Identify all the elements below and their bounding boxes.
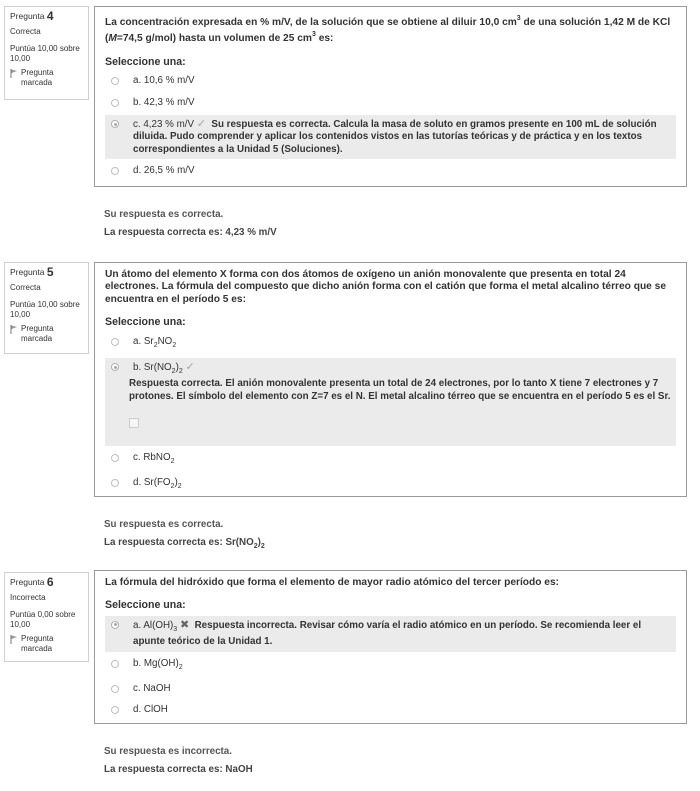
question-outcome-4: Su respuesta es correcta. La respuesta correcta es: 4,23 % m/V	[104, 209, 277, 238]
flag-icon	[10, 69, 18, 78]
question-content-6	[94, 570, 687, 724]
question-grade: Puntúa 10,00 sobre 10,00	[10, 300, 80, 319]
radio-button-selected[interactable]	[111, 363, 119, 371]
radio-button[interactable]	[111, 706, 119, 714]
check-icon: ✓	[196, 118, 206, 131]
question-info-6	[4, 572, 89, 662]
question-number: Pregunta 5	[10, 265, 54, 279]
feedback-image-placeholder	[129, 418, 139, 428]
answer-option-d[interactable]: d. $Sr(FO_2)_2$	[105, 474, 676, 496]
select-prompt: Seleccione una:	[105, 316, 186, 329]
question-state: Correcta	[10, 27, 41, 36]
radio-button[interactable]	[111, 338, 119, 346]
question-state: Correcta	[10, 283, 41, 292]
select-prompt: Seleccione una:	[105, 55, 186, 68]
option-feedback: Respuesta correcta. El anión monovalente presenta un total de 24 electrones, por lo tanto X tiene 7 electrones y 7 protones. El símbolo del elemento con Z=7 es el N. El metal alcalino térreo que se encuentra en el período 5 es el Sr.	[129, 378, 671, 402]
option-feedback: Su respuesta es correcta. Calcula la masa de soluto en gramos presente en 100 mL de solución diluida. Pudo comprender y aplicar los contenidos vistos en las tutorías teóricas y de práctica y en los textos correspondientes a la Unidad 5 (Soluciones).	[133, 119, 657, 155]
answer-option-b[interactable]: b. 42,3 % m/V	[105, 94, 676, 112]
flag-question-toggle[interactable]: Pregunta marcada	[10, 68, 84, 88]
radio-button[interactable]	[111, 99, 119, 107]
question-grade: Puntúa 0,00 sobre 10,00	[10, 610, 76, 629]
radio-button[interactable]	[111, 167, 119, 175]
radio-button[interactable]	[111, 454, 119, 462]
radio-button[interactable]	[111, 479, 119, 487]
radio-button[interactable]	[111, 660, 119, 668]
answer-option-c[interactable]: c. RbNO$_2$	[105, 449, 676, 471]
question-grade: Puntúa 10,00 sobre 10,00	[10, 44, 80, 63]
select-prompt: Seleccione una:	[105, 599, 186, 612]
question-text: La concentración expresada en % m/V, de la solución que se obtiene al diluir 10,0 $cm^3$ de una solución 1,42 M de KCl (M=74,5 g/mol) hasta un volumen de 25 $cm^3$ es:	[105, 15, 671, 45]
question-outcome-5: Su respuesta es correcta. La respuesta correcta es: $Sr(NO_2)_2$	[104, 519, 265, 550]
question-state: Incorrecta	[10, 593, 46, 602]
answer-option-d[interactable]: d. ClOH	[105, 701, 676, 719]
answer-option-c[interactable]: c. NaOH	[105, 680, 676, 698]
answer-option-a[interactable]: a. $Sr_2NO_2$	[105, 333, 676, 355]
question-number: Pregunta 6	[10, 575, 54, 589]
answer-option-a[interactable]: a. $Al(OH)_3$ ✖ Respuesta incorrecta. Revisar cómo varía el radio atómico en un período. Se recomienda leer el apunte teórico de la Unidad 1.	[105, 616, 676, 652]
check-icon: ✓	[185, 361, 195, 374]
question-info-4	[4, 6, 89, 100]
radio-button[interactable]	[111, 685, 119, 693]
option-feedback: Respuesta incorrecta. Revisar cómo varía el radio atómico en un período. Se recomienda leer el apunte teórico de la Unidad 1.	[133, 619, 642, 648]
flag-icon	[10, 325, 18, 334]
answer-option-c[interactable]: c. 4,23 % m/V ✓ Su respuesta es correcta. Calcula la masa de soluto en gramos presente en 100 mL de solución diluida. Pudo comprender y aplicar los contenidos vistos en las tutorías teóricas y de práctica y en los textos correspondientes a la Unidad 5 (Soluciones).	[105, 115, 676, 159]
radio-button-selected[interactable]	[111, 621, 119, 629]
question-number: Pregunta 4	[10, 9, 54, 23]
question-text: Un átomo del elemento X forma con dos átomos de oxígeno un anión monovalente que presenta en total 24 electrones. La fórmula del compuesto que dicho anión forma con el catión que forma el metal alcalino térreo que se encuentra en el período 5 es:	[105, 269, 667, 305]
flag-question-toggle[interactable]: Pregunta marcada	[10, 324, 84, 344]
flag-question-toggle[interactable]: Pregunta marcada	[10, 634, 84, 654]
answer-option-b[interactable]: b. $Mg(OH)_2$	[105, 655, 676, 677]
question-outcome-6: Su respuesta es incorrecta. La respuesta correcta es: NaOH	[104, 746, 253, 775]
question-content-4	[94, 6, 687, 187]
radio-button-selected[interactable]	[111, 120, 119, 128]
answer-option-a[interactable]: a. 10,6 % m/V	[105, 72, 676, 90]
question-content-5	[94, 262, 687, 497]
question-info-5	[4, 262, 89, 354]
cross-icon: ✖	[179, 618, 190, 631]
flag-icon	[10, 635, 18, 644]
answer-option-d[interactable]: d. 26,5 % m/V	[105, 162, 676, 180]
question-text: La fórmula del hidróxido que forma el elemento de mayor radio atómico del tercer período es:	[105, 577, 560, 588]
answer-option-b[interactable]: b. $Sr(NO_2)_2$ ✓ Respuesta correcta. El anión monovalente presenta un total de 24 electrones, por lo tanto X tiene 7 electrones y 7 protones. El símbolo del elemento con Z=7 es el N. El metal alcalino térreo que se encuentra en el período 5 es el Sr.	[105, 358, 676, 446]
radio-button[interactable]	[111, 77, 119, 85]
